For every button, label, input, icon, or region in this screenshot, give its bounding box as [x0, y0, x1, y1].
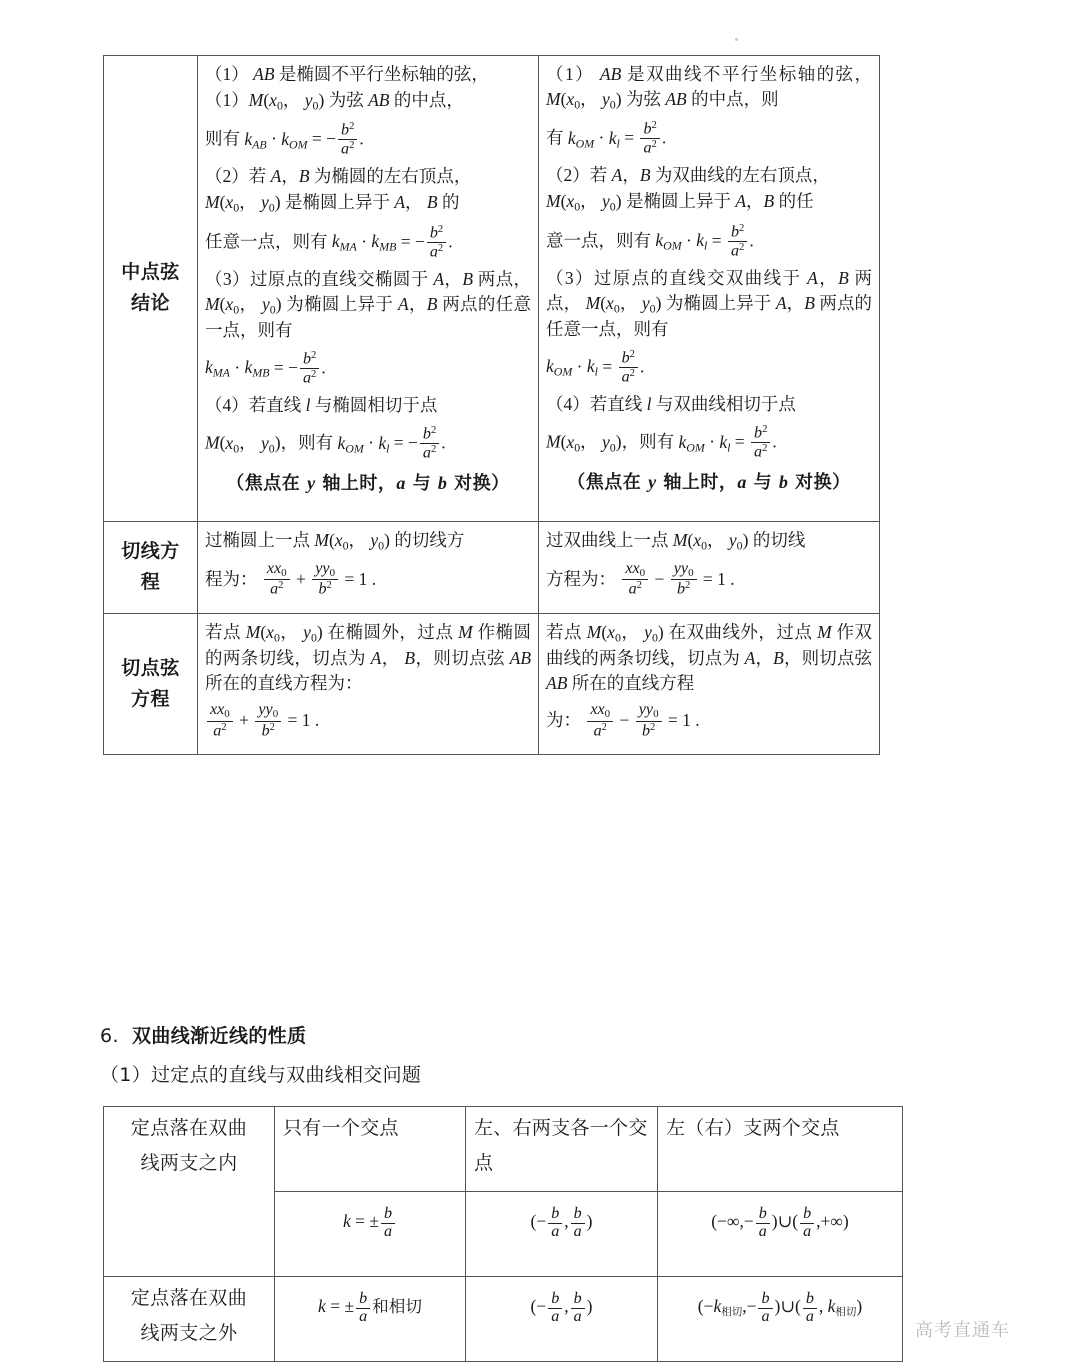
cell-midpoint-hyperbola — [539, 56, 880, 522]
cell-chord-hyperbola — [539, 613, 880, 755]
note-focus-swap-ellipse: （焦点在 y 轴上时，a 与 b 对换） — [226, 472, 510, 494]
statement-3a: （3）过原点的直线交椭圆于 A，B 两点，$M(x_0$， $y_0$) 为椭圆上异于 A，B 两点的任意一点，则有 — [205, 268, 532, 341]
table-row — [104, 1107, 903, 1192]
cell-tangent-ellipse — [198, 521, 539, 613]
cell-chord-ellipse — [198, 613, 539, 755]
formula-2-ellipse: 任意一点，则有 $k_{MA} \cdot k_{MB}$ = − $\frac{b^2}{a^2}$ . — [205, 223, 453, 261]
column-header-one-intersection: 只有一个交点 — [275, 1107, 466, 1192]
column-header-one-branch-two: 左（右）支两个交点 — [658, 1107, 903, 1192]
tangent-ellipse-formula: 程为： $\frac{xx_0}{a^2}$ + $\frac{yy_0}{b^2}$ = 1 . — [205, 559, 377, 598]
cell-midpoint-ellipse — [198, 56, 539, 522]
chord-hyperbola-text: 若点 $M(x_0$， $y_0$) 在双曲线外，过点 M 作双曲线的两条切线，切点为 A，B，则切点弦 AB 所在的直线方程 — [546, 621, 873, 693]
cell-inside-each-branch: (− $\frac{b}{a}$ , $\frac{b}{a}$ ) — [466, 1192, 658, 1277]
asymptote-intersection-table — [103, 1106, 903, 1362]
formula-1-hyperbola: 有 $k_{OM} \cdot k_l$ = $\frac{b^2}{a^2}$ . — [546, 120, 667, 157]
statement-2-hyp-b: $M(x_0$， $y_0$) 是椭圆上异于 A，B 的任 — [546, 191, 814, 214]
cell-inside-one-intersection: k = ± $\frac{b}{a}$ — [275, 1192, 466, 1277]
table-row — [104, 521, 880, 613]
table-row — [104, 613, 880, 755]
watermark: 高考直通车 — [915, 1320, 1010, 1341]
chord-ellipse-formula: $\frac{xx_0}{a^2}$ + $\frac{yy_0}{b^2}$ = 1 . — [205, 702, 531, 740]
row-label-line: 切点弦 — [121, 656, 180, 679]
row-label-line: 切线方 — [121, 539, 180, 562]
section-number: 6. — [100, 1025, 119, 1047]
chord-ellipse-text: 若点 $M(x_0$， $y_0$) 在椭圆外，过点 M 作椭圆的两条切线，切点为 A， B，则切点弦 AB 所在的直线方程为： — [205, 621, 532, 693]
section-subtitle: （1）过定点的直线与双曲线相交问题 — [100, 1064, 422, 1086]
tangent-hyperbola-formula: 方程为： $\frac{xx_0}{a^2}$ − $\frac{yy_0}{b^2}$ = 1 . — [546, 559, 735, 598]
statement-2a: （2）若 A，B 为椭圆的左右顶点， — [205, 166, 472, 187]
tangent-ellipse-text: 过椭圆上一点 $M(x_0$， $y_0$) 的切线方 — [205, 529, 465, 552]
row-label-line: 中点弦 — [121, 260, 180, 283]
formula-3-hyperbola: $k_{OM} \cdot k_l$ = $\frac{b^2}{a^2}$ . — [546, 348, 645, 386]
cell-outside-one-branch-two: (−k相切,− $\frac{b}{a}$ )∪( $\frac{b}{a}$ , k相切) — [658, 1277, 903, 1362]
statement-4a: （4）若直线 l 与椭圆相切于点 — [205, 395, 438, 416]
row-label-line: 定点落在双曲 — [130, 1287, 248, 1310]
row-label-tangent-equation — [104, 521, 198, 613]
cell-inside-one-branch-two: (−∞,− $\frac{b}{a}$ )∪( $\frac{b}{a}$ ,+∞) — [658, 1192, 903, 1277]
section-title: 双曲线渐近线的性质 — [131, 1025, 307, 1047]
statement-3-hyp: （3）过原点的直线交双曲线于 A，B 两点， $M(x_0$， $y_0$) 为椭圆上异于 A，B 两点的任意一点，则有 — [546, 267, 873, 340]
note-focus-swap-hyperbola: （焦点在 y 轴上时，a 与 b 对换） — [567, 471, 851, 493]
tangent-hyperbola-text: 过双曲线上一点 $M(x_0$， $y_0$) 的切线 — [546, 529, 806, 552]
statement-2-hyp-a: （2）若 A，B 为双曲线的左右顶点， — [546, 165, 830, 186]
formula-4-ellipse: $M(x_0$， $y_0$)，则有 $k_{OM} \cdot k_l$ = − $\frac{b^2}{a^2}$ . — [205, 425, 446, 462]
scan-artifact-dot — [735, 38, 738, 41]
table-row — [104, 1277, 903, 1362]
formula-2-hyperbola: 意一点，则有 $k_{OM} \cdot k_l$ = $\frac{b^2}{a^2}$ . — [546, 222, 754, 260]
column-header-each-branch-one: 左、右两支各一个交点 — [466, 1107, 658, 1192]
row-label-midpoint-chord — [104, 56, 198, 522]
statement-1a: （1） AB 是椭圆不平行坐标轴的弦， — [205, 64, 489, 84]
row-label-outside-branches — [104, 1277, 275, 1362]
formula-3-ellipse: $k_{MA} \cdot k_{MB}$ = − $\frac{b^2}{a^2}$ . — [205, 349, 326, 387]
row-label-line: 方程 — [130, 687, 170, 710]
row-label-line: 程 — [140, 571, 161, 594]
row-label-line: 线两支之内 — [140, 1152, 238, 1175]
section-heading — [100, 1021, 307, 1048]
row-label-line: 线两支之外 — [140, 1322, 238, 1345]
cell-outside-each-branch: (− $\frac{b}{a}$ , $\frac{b}{a}$ ) — [466, 1277, 658, 1362]
chord-hyperbola-formula: 为： $\frac{xx_0}{a^2}$ − $\frac{yy_0}{b^2}$ = 1 . — [546, 701, 700, 740]
statement-2b: $M(x_0$， $y_0$) 是椭圆上异于 A， B 的 — [205, 192, 460, 215]
row-label-chord-of-contact — [104, 613, 198, 755]
cell-outside-one-intersection: k = ± $\frac{b}{a}$ 和相切 — [275, 1277, 466, 1362]
conic-properties-table — [103, 55, 880, 755]
statement-1b: $(1)M(x_0$， $y_0$) 为弦 AB 的中点， — [205, 89, 464, 113]
statement-4-hyp: （4）若直线 l 与双曲线相切于点 — [546, 394, 796, 415]
formula-4-hyperbola: $M(x_0$， $y_0$)，则有 $k_{OM} \cdot k_l$ = $\frac{b^2}{a^2}$ . — [546, 424, 777, 461]
statement-1-hyp: （1） AB 是双曲线不平行坐标轴的弦，$M(x_0$， $y_0$) 为弦 AB 的中点，则 — [546, 64, 873, 112]
formula-1-ellipse: 则有 $k_{AB} \cdot k_{OM}$ = − $\frac{b^2}{a^2}$ . — [205, 121, 364, 158]
row-label-line: 结论 — [130, 292, 170, 315]
table-row — [104, 56, 880, 522]
row-label-inside-branches — [104, 1107, 275, 1277]
row-label-line: 定点落在双曲 — [130, 1117, 248, 1139]
cell-tangent-hyperbola — [539, 521, 880, 613]
